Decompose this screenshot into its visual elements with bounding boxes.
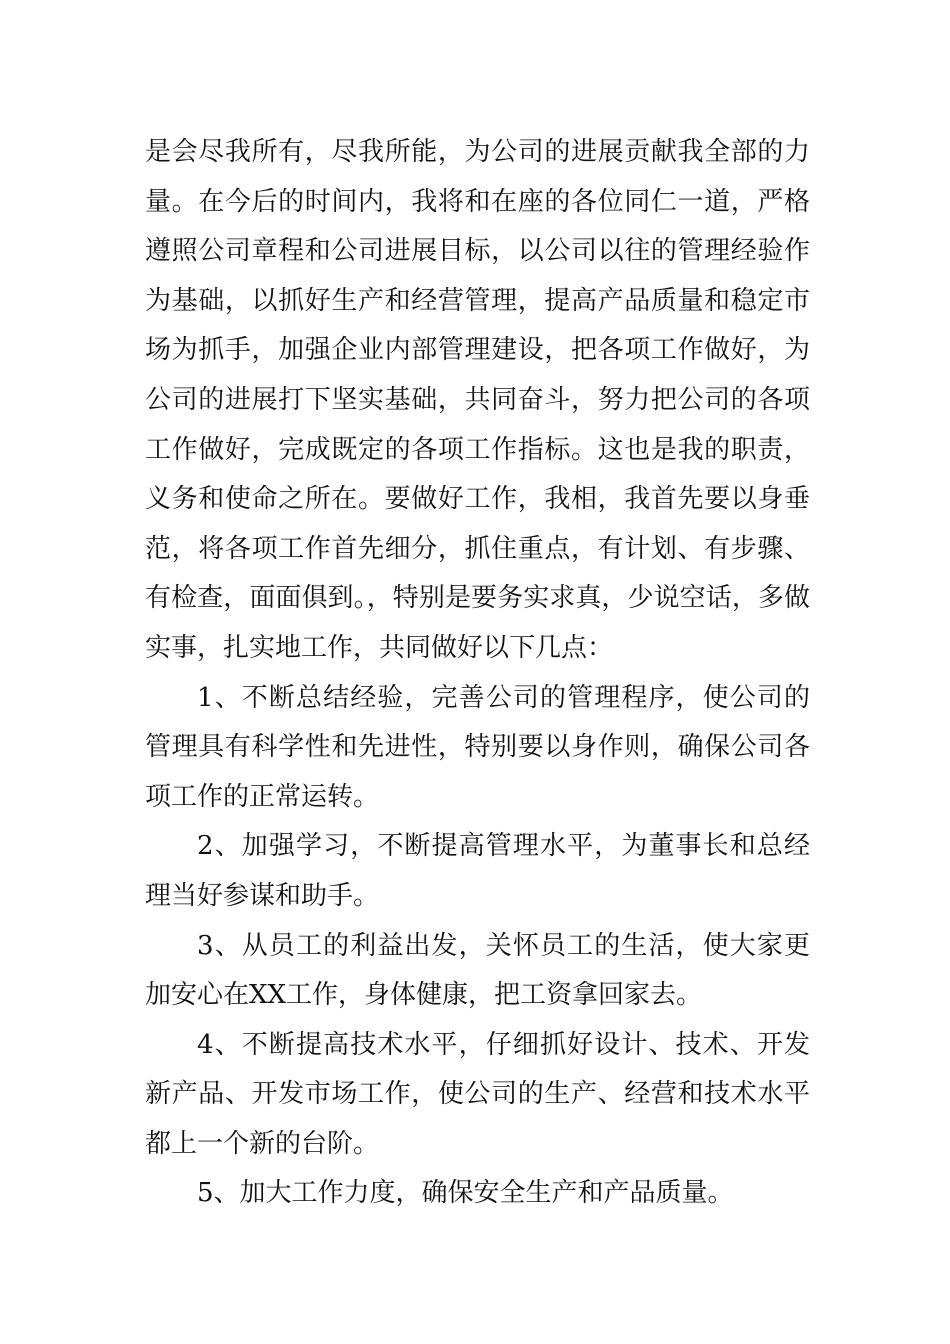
list-item-3: 3、从员工的利益出发，关怀员工的生活，使大家更加安心在XX工作，身体健康，把工资拿回家去。 [145, 930, 810, 1011]
list-item-5: 5、加大工作力度，确保安全生产和产品质量。 [197, 1178, 734, 1209]
list-item-1: 1、不断总结经验，完善公司的管理程序，使公司的管理具有科学性和先进性，特别要以身作则，确保公司各项工作的正常运转。 [145, 682, 810, 812]
paragraph-intro: 是会尽我所有，尽我所能，为公司的进展贡献我全部的力量。在今后的时间内，我将和在座的各位同仁一道，严格遵照公司章程和公司进展目标，以公司以往的管理经验作为基础，以抓好生产和经营管理，提高产品质量和稳定市场为抓手，加强企业内部管理建设，把各项工作做好，为公司的进展打下坚实基础，共同奋斗，努力把公司的各项工作做好，完成既定的各项工作指标。这也是我的职责，义务和使命之所在。要做好工作，我相，我首先要以身垂范，将各项工作首先细分，抓住重点，有计划、有步骤、有检查，面面俱到。，特别是要务实求真，少说空话，多做实事，扎实地工作，共同做好以下几点： [145, 137, 810, 663]
document-body [145, 128, 810, 1219]
list-item-2: 2、加强学习，不断提高管理水平，为董事长和总经理当好参谋和助手。 [145, 831, 810, 911]
list-item-4: 4、不断提高技术水平，仔细抓好设计、技术、开发新产品、开发市场工作，使公司的生产、经营和技术水平都上一个新的台阶。 [145, 1029, 810, 1159]
